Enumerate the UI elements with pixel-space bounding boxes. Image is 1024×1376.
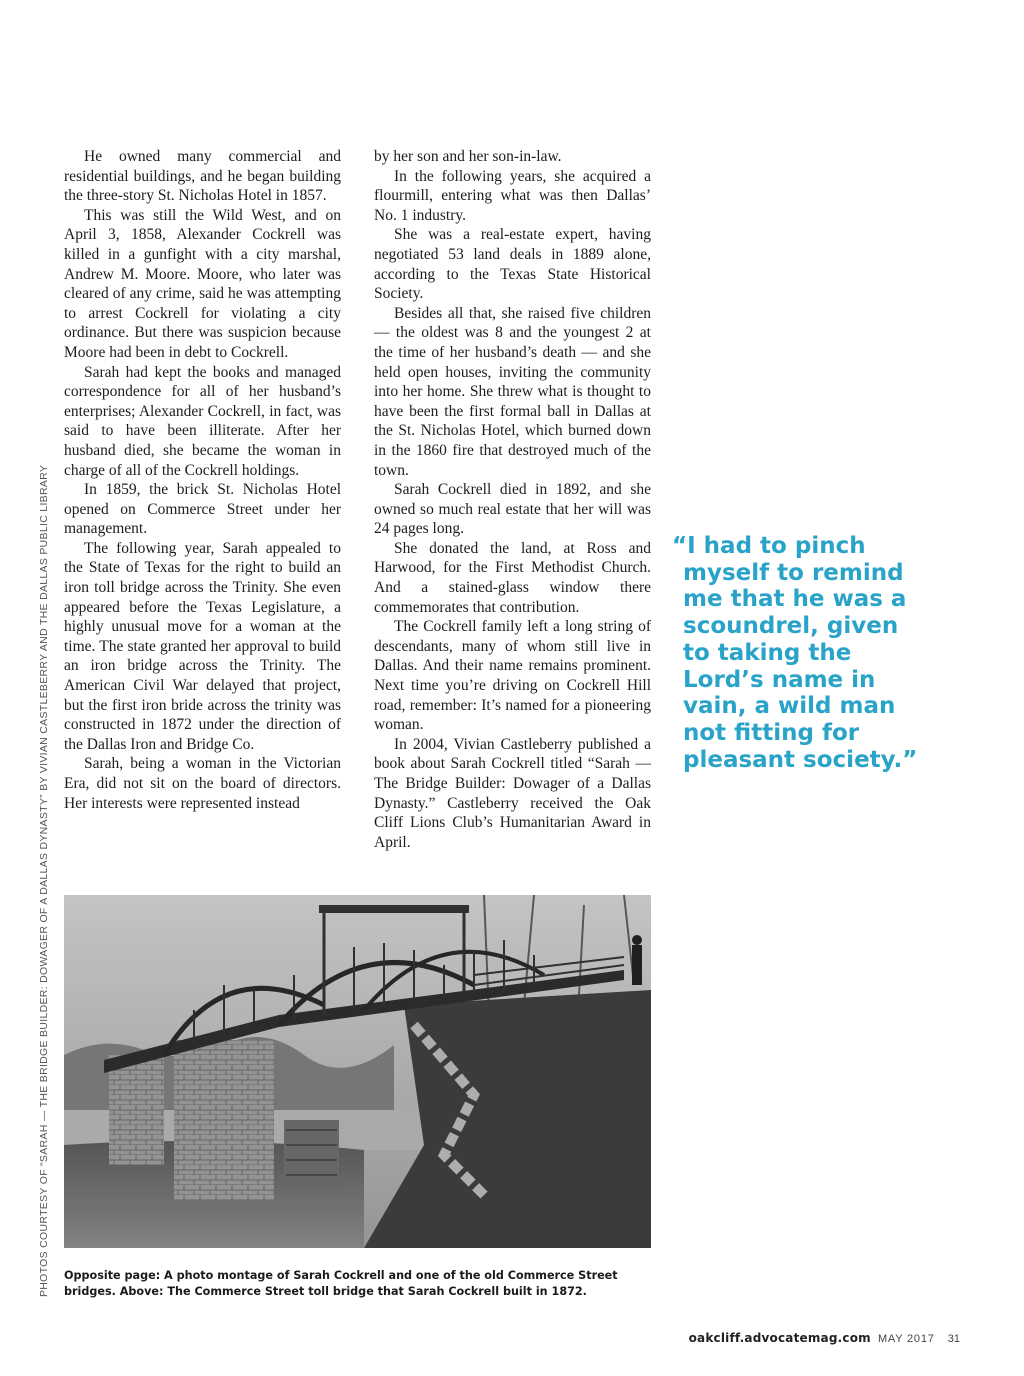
footer-website: oakcliff.advocatemag.com [688,1331,871,1345]
article-paragraph: by her son and her son-in-law. [374,148,562,165]
footer-issue-date: MAY 2017 [877,1333,935,1345]
article-paragraph: Sarah Cockrell died in 1892, and she owned so much real estate that her will was 24 pages long. [374,481,651,538]
pull-quote-line: pleasant society.” [683,746,918,773]
pull-quote-line: myself to remind [683,559,904,586]
article-paragraph: She donated the land, at Ross and Harwood, for the First Methodist Church. And a stained-glass window there commemorates that contribution. [374,539,651,616]
article-paragraph: In the following years, she acquired a flourmill, entering what was then Dallas’ No. 1 industry. [374,167,651,224]
article-column-right [374,147,651,852]
article-paragraph: Besides all that, she raised five children — the oldest was 8 and the youngest 2 at the time of her husband’s death — and she held open houses, inviting the community into her home. She threw what is thought to have been the first formal ball in Dallas at the St. Nicholas Hotel, which burned down in the 1860 fire that destroyed much of the town. [374,304,651,479]
pull-quote-line: to taking the [683,639,852,666]
pull-quote-line: vain, a wild man [683,693,896,720]
photo-caption: Opposite page: A photo montage of Sarah Cockrell and one of the old Commerce Street bridges. Above: The Commerce Street toll bridge that Sarah Cockrell built in 1872. [64,1269,618,1298]
article-paragraph: The following year, Sarah appealed to the State of Texas for the right to build an iron toll bridge across the Trinity. She even appeared before the Texas Legislature, a highly unusual move for a woman at the time. The state granted her approval to build an iron bridge across the Trinity. The American Civil War delayed that project, but the first iron bride across the trinity was constructed in 1872 under the direction of the Dallas Iron and Bridge Co. [64,539,341,753]
article-paragraph: The Cockrell family left a long string of descendants, many of whom still live in Dallas. And their name remains prominent. Next time you’re driving on Cockrell Hill road, remember: It’s named for a pioneering woman. [374,618,651,734]
pull-quote [672,533,942,773]
pull-quote-line: scoundrel, given [683,613,899,640]
article-paragraph: She was a real-estate expert, having negotiated 53 land deals in 1889 alone, according to the Texas State Historical Society. [374,226,651,303]
article-paragraph: In 1859, the brick St. Nicholas Hotel opened on Commerce Street under her management. [64,481,341,538]
article-paragraph: Sarah, being a woman in the Victorian Era, did not sit on the board of directors. Her interests were represented instead [64,755,341,812]
bridge-photo-illustration [64,895,651,1248]
page-footer [689,1331,960,1345]
article-paragraph: This was still the Wild West, and on April 3, 1858, Alexander Cockrell was killed in a gunfight with a city marshal, Andrew M. Moore. Moore, who later was cleared of any crime, said he was attempting to arrest Cockrell for violating a city ordinance. But there was suspicion because Moore had been in debt to Cockrell. [64,206,341,361]
article-paragraph: In 2004, Vivian Castleberry published a book about Sarah Cockrell titled “Sarah — The Bridge Builder: Dowager of a Dallas Dynasty.” Castleberry received the Oak Cliff Lions Club’s Humanitarian Award in April. [374,735,651,851]
pull-quote-line: not fitting for [683,719,860,746]
pull-quote-line: Lord’s name in [683,666,876,693]
photo-credit: PHOTOS COURTESY OF “SARAH — THE BRIDGE BUILDER: DOWAGER OF A DALLAS DYNASTY” BY VIVIAN CASTLEBERRY AND THE DALLAS PUBLIC LIBRARY [38,464,50,1297]
pull-quote-line: me that he was a [683,586,907,613]
article-column-left [64,147,341,813]
pull-quote-line: “I had to pinch [672,533,866,559]
bridge-photo [64,895,651,1248]
article-paragraph: He owned many commercial and residential buildings, and he began building the three-story St. Nicholas Hotel in 1857. [64,148,341,205]
page-number: 31 [947,1333,960,1345]
article-paragraph: Sarah had kept the books and managed correspondence for all of her husband’s enterprises; Alexander Cockrell, in fact, was said to have been illiterate. After her husband died, she became the woman in charge of all of the Cockrell holdings. [64,363,341,479]
